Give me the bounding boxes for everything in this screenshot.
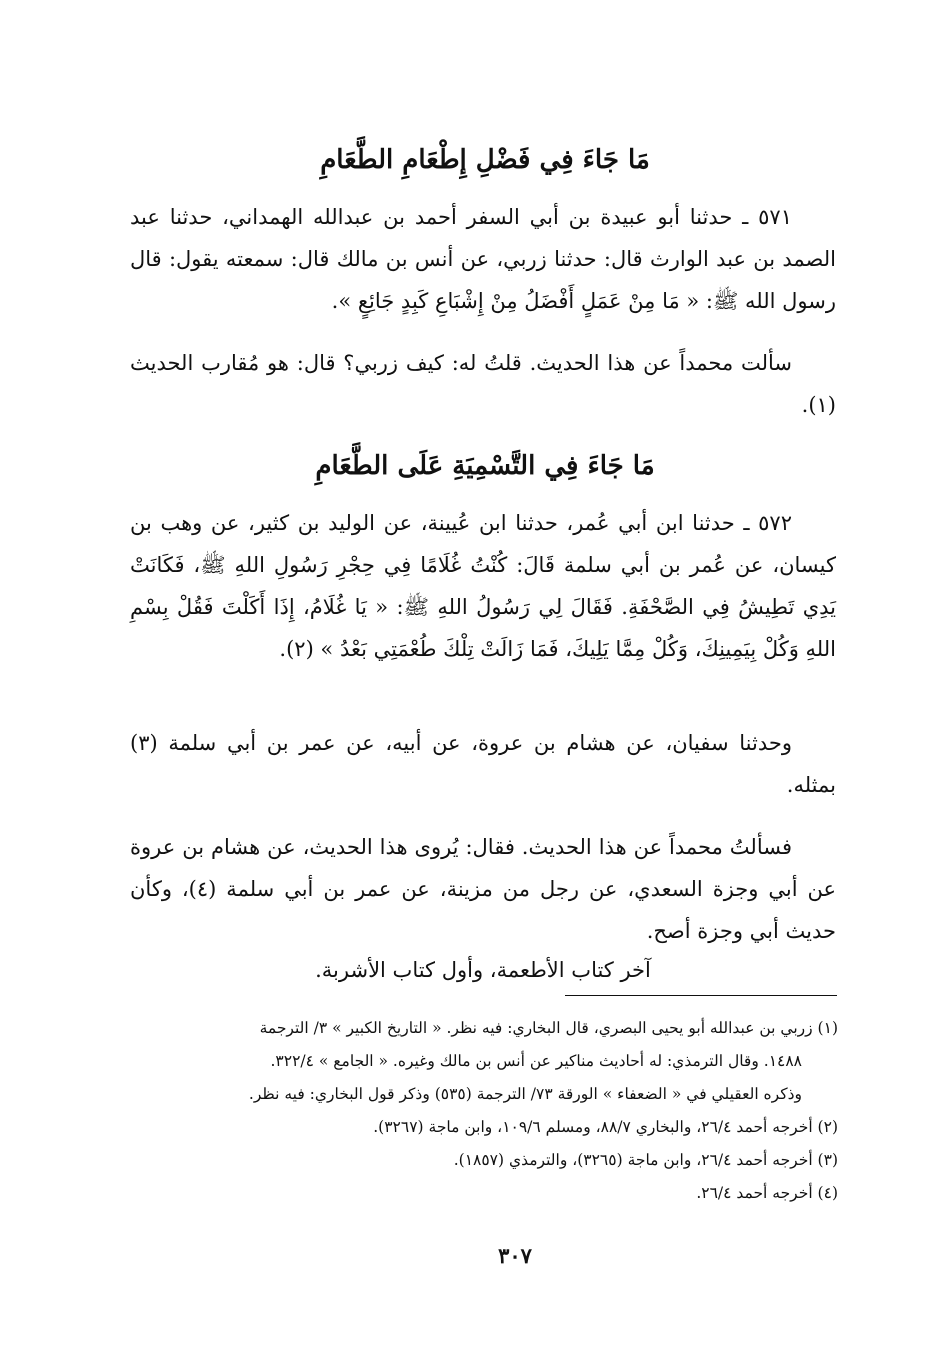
hadith-572: ٥٧٢ ـ حدثنا ابن أبي عُمر، حدثنا ابن عُيينة، عن الوليد بن كثير، عن وهب بن كيسان، عن عُمر بن أبي سلمة قَالَ: كُنْتُ غُلَامًا فِي حِجْرِ رَسُولِ اللهِ ﷺ، فَكَانَتْ يَدِي تَطِيشُ فِي الصَّحْفَةِ. فَقَالَ لِي رَسُولُ اللهِ ﷺ: « يَا غُلَامُ، إِذَا أَكَلْتَ فَقُلْ بِسْمِ اللهِ وَكُلْ بِيَمِينِكَ، وَكُلْ مِمَّا يَلِيكَ، فَمَا زَالَتْ تِلْكَ طُعْمَتِي بَعْدُ » (٢).	[130, 511, 836, 661]
comment-572: فسألتُ محمداً عن هذا الحديث. فقال: يُروى هذا الحديث، عن هشام بن عروة عن أبي وجزة السعدي، عن رجل من مزينة، عن عمر بن أبي سلمة (٤)، وكأن حديث أبي وجزة أصح.	[130, 835, 836, 943]
page-number: ٣٠٧	[498, 1243, 532, 1268]
hadith-571: ٥٧١ ـ حدثنا أبو عبيدة بن أبي السفر أحمد بن عبدالله الهمداني، حدثنا عبد الصمد بن عبد الوارث قال: حدثنا زربي، عن أنس بن مالك قال: سمعته يقول: قال رسول الله ﷺ: « مَا مِنْ عَمَلٍ أَفْضَلُ مِنْ إِشْبَاعِ كَبِدٍ جَائِعٍ ».	[130, 205, 836, 313]
chapter-heading-tasmiya: مَا جَاءَ فِي التَّسْمِيَةِ عَلَى الطَّعَامِ	[315, 451, 655, 481]
chain-572: وحدثنا سفيان، عن هشام بن عروة، عن أبيه، عن عمر بن أبي سلمة (٣) بمثله.	[130, 731, 836, 797]
footnote-divider	[565, 995, 837, 996]
footnote-2: (٢) أخرجه أحمد ٢٦/٤، والبخاري ٨٨/٧، ومسلم ١٠٩/٦، وابن ماجة (٣٢٦٧).	[373, 1118, 838, 1136]
footnotes	[130, 1012, 838, 1210]
footnote-1-line-3: وذكره العقيلي في « الضعفاء » الورقة ٧٣/ الترجمة (٥٣٥) وذكر قول البخاري: فيه نظر.	[248, 1085, 802, 1103]
footnote-1-line-2: ١٤٨٨. وقال الترمذي: له أحاديث مناكير عن أنس بن مالك وغيره. « الجامع » ٣٢٢/٤.	[270, 1052, 802, 1070]
footnote-4: (٤) أخرجه أحمد ٢٦/٤.	[696, 1184, 838, 1202]
footnote-3: (٣) أخرجه أحمد ٢٦/٤، وابن ماجة (٣٢٦٥)، والترمذي (١٨٥٧).	[453, 1151, 838, 1169]
footnote-1-line-1: (١) زربي بن عبدالله أبو يحيى البصري، قال البخاري: فيه نظر. « التاريخ الكبير » ٣/ الترجمة	[259, 1019, 838, 1037]
book-end-line: آخر كتاب الأطعمة، وأول كتاب الأشربة.	[315, 958, 651, 982]
comment-571: سألت محمداً عن هذا الحديث. قلتُ له: كيف زربي؟ قال: هو مُقارب الحديث (١).	[130, 351, 836, 417]
chapter-heading-feeding: مَا جَاءَ فِي فَضْلِ إِطْعَامِ الطَّعَامِ	[320, 145, 650, 175]
